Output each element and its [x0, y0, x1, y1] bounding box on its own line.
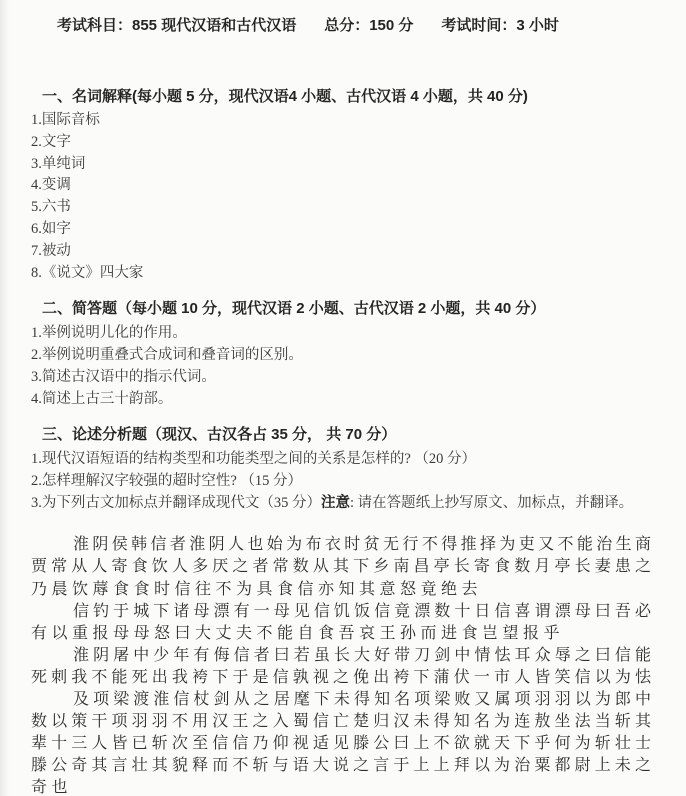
passage-line: 贾常从人寄食饮人多厌之者常数从其下乡南昌亭长寄食数月亭长妻患之	[31, 558, 651, 576]
question-item: 7.被动	[31, 242, 71, 259]
exam-subject: 考试科目：855 现代汉语和古代汉语	[57, 17, 297, 34]
section-essay-analysis	[31, 425, 651, 514]
notice-label: 注意	[321, 495, 350, 512]
passage-line: 有以重报母母怒曰大丈夫不能自食吾哀王孙而进食岂望报乎	[31, 624, 565, 642]
question-item: 2.举例说明重叠式合成词和叠音词的区别。	[31, 347, 303, 364]
question-item: 2.文字	[31, 133, 71, 150]
passage-line: 及项梁渡淮信杖剑从之居麾下未得知名项梁败又属项羽羽以为郎中	[73, 691, 651, 709]
notice-text: : 请在答题纸上抄写原文、加标点，并翻译。	[350, 495, 634, 512]
passage-line: 淮阴屠中少年有侮信者曰若虽长大好带刀剑中情怯耳众辱之曰信能	[73, 646, 651, 664]
question-item: 8.《说文》四大家	[31, 264, 144, 281]
question-item: 1.国际音标	[31, 112, 100, 128]
question-item: 5.六书	[31, 199, 71, 216]
classical-chinese-passage	[31, 534, 651, 796]
question-item-punctuation-translation	[31, 492, 651, 514]
question-list	[31, 448, 651, 514]
question-item: 1.举例说明儿化的作用。	[31, 325, 187, 342]
section-heading: 三、论述分析题（现汉、古汉各占 35 分， 共 70 分）	[42, 426, 397, 444]
section-heading: 二、简答题（每小题 10 分，现代汉语 2 小题、古代汉语 2 小题，共 40 分）	[42, 300, 546, 318]
question-item: 4.简述上古三十韵部。	[31, 391, 173, 408]
question-list	[31, 110, 651, 284]
passage-line: 乃晨饮蓐食食时信往不为具食信亦知其意怒竟绝去	[31, 580, 483, 598]
section-heading: 一、名词解释(每小题 5 分，现代汉语4 小题、古代汉语 4 小题，共 40 分)	[42, 88, 528, 105]
passage-line: 奇也	[31, 779, 73, 796]
section-term-definitions	[31, 87, 651, 284]
question-item: 1.现代汉语短语的结构类型和功能类型之间的关系是怎样的? （20 分）	[31, 451, 477, 468]
passage-line: 滕公奇其言壮其貌释而不斩与语大说之言于上上拜以为治粟都尉上未之	[31, 757, 651, 775]
question-item: 3.简述古汉语中的指示代词。	[31, 369, 216, 386]
exam-duration: 考试时间：3 小时	[441, 17, 559, 34]
question-item: 4.变调	[31, 177, 71, 194]
question-item: 6.如字	[31, 220, 71, 237]
exam-total-score: 总分：150 分	[324, 17, 414, 34]
question-text: 3.为下列古文加标点并翻译成现代文（35 分）	[31, 495, 321, 512]
exam-header	[57, 14, 651, 35]
passage-line: 辈十三人皆已斩次至信信乃仰视适见滕公曰上不欲就天下乎何为斩壮士	[31, 735, 651, 753]
passage-line: 淮阴侯韩信者淮阴人也始为布衣时贫无行不得推择为吏又不能治生商	[73, 536, 651, 554]
question-item: 3.单纯词	[31, 155, 86, 172]
question-item: 2.怎样理解汉字较强的超时空性? （15 分）	[31, 473, 303, 490]
question-list	[31, 322, 651, 410]
passage-line: 数以策干项羽羽不用汉王之入蜀信亡楚归汉未得知名为连敖坐法当斩其	[31, 713, 651, 731]
section-short-answers	[31, 299, 651, 410]
passage-line: 死刺我不能死出我袴下于是信孰视之俛出袴下蒲伏一市人皆笑信以为怯	[31, 668, 651, 686]
passage-line: 信钓于城下诸母漂有一母见信饥饭信竟漂数十日信喜谓漂母曰吾必	[73, 602, 651, 620]
